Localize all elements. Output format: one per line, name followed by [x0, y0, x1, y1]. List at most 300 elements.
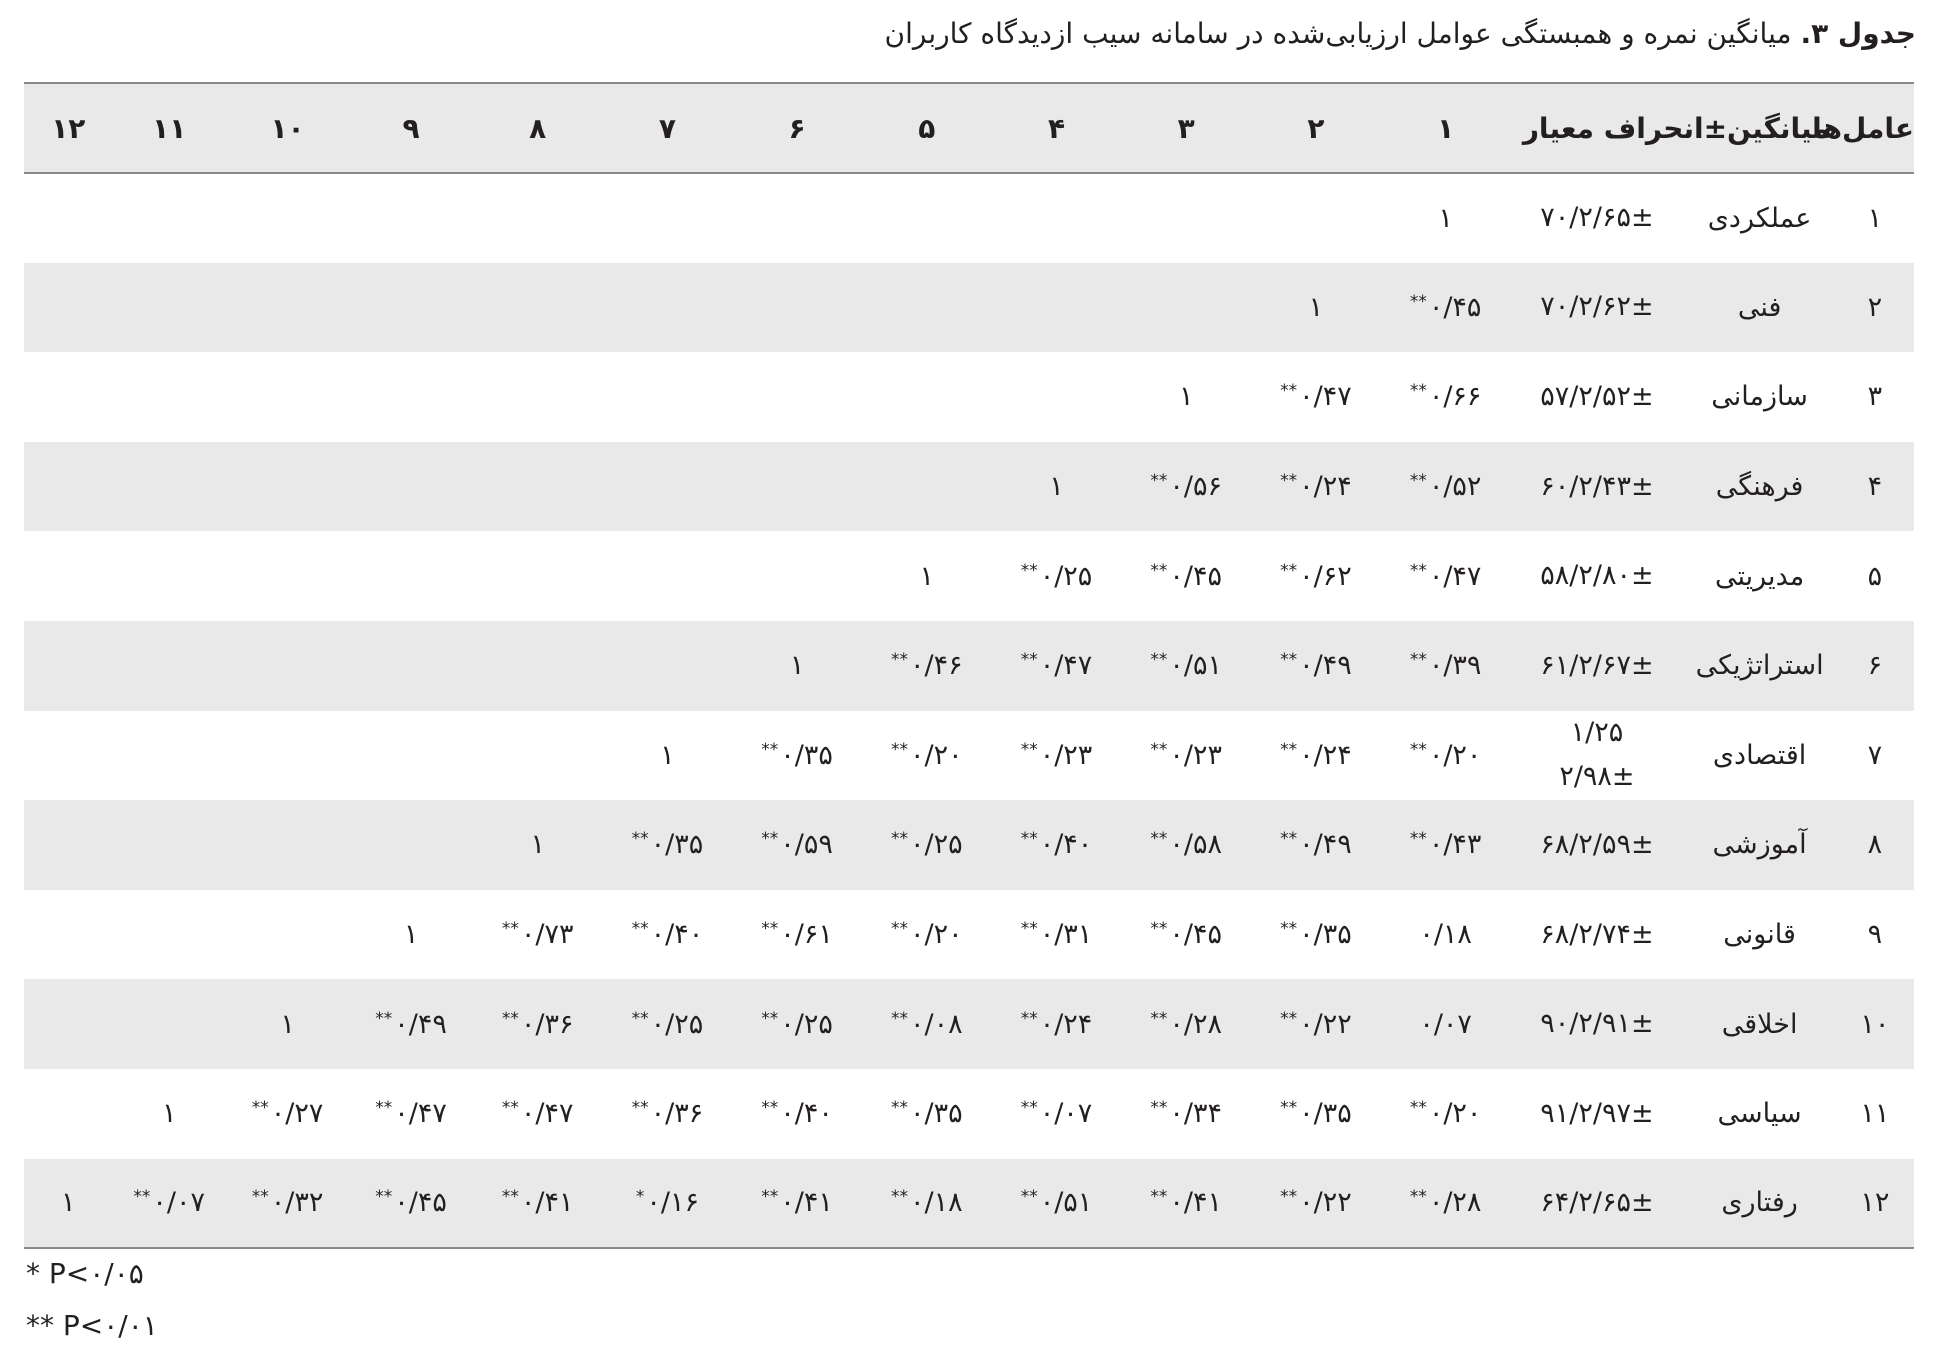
- empty-cell: [349, 442, 473, 532]
- correlation-cell: [862, 711, 992, 801]
- correlation-value: ۰/۲۸: [1169, 1008, 1223, 1040]
- correlation-cell: [24, 1159, 113, 1249]
- mean-sd-value: ۲/۹۸±: [1559, 761, 1635, 793]
- significance-marker: **: [1280, 1187, 1298, 1208]
- correlation-value: ۰/۴۹: [1299, 650, 1352, 682]
- significance-marker: **: [1150, 1187, 1168, 1208]
- header-factors: عامل‌ها: [1812, 111, 1914, 145]
- empty-cell: [24, 531, 113, 621]
- note-p05: * P<۰/۰۵: [26, 1257, 144, 1290]
- factor-name: قانونی: [1723, 919, 1796, 951]
- empty-cell: [113, 711, 226, 801]
- correlation-cell: [603, 1069, 733, 1159]
- correlation-cell: [1381, 1159, 1511, 1249]
- significance-marker: **: [1409, 1098, 1427, 1119]
- correlation-value: ۰/۴۵: [1169, 919, 1223, 951]
- header-col-8: ۸: [529, 111, 547, 145]
- correlation-value: ۰/۲۰: [1428, 1098, 1482, 1130]
- mean-sd-value: ۲/۷۴±/۶۸: [1540, 918, 1654, 950]
- correlation-value: ۰/۴۹: [394, 1008, 447, 1040]
- correlation-cell: [1251, 531, 1381, 621]
- correlation-value: ۰/۴۹: [1299, 829, 1352, 861]
- correlation-value: ۰/۶۱: [780, 919, 833, 951]
- empty-cell: [1121, 173, 1251, 263]
- mean-sd-cell: [1510, 890, 1683, 980]
- mean-sd-value: ۲/۹۷±/۹۱: [1540, 1097, 1654, 1129]
- mean-sd-cell: [1510, 531, 1683, 621]
- correlation-value: ۰/۳۵: [1299, 1098, 1352, 1130]
- correlation-cell: [473, 979, 603, 1069]
- correlation-cell: [473, 1069, 603, 1159]
- significance-marker: **: [1409, 381, 1427, 402]
- correlation-value: ۱: [530, 829, 545, 861]
- empty-cell: [603, 531, 733, 621]
- correlation-value: ۱: [789, 650, 805, 682]
- significance-marker: **: [761, 919, 779, 940]
- correlation-cell: [1381, 173, 1511, 263]
- correlation-cell: [349, 1159, 473, 1249]
- significance-marker: **: [1020, 829, 1038, 850]
- mean-sd-value: ۲/۴۳±/۶۰: [1540, 470, 1654, 502]
- significance-marker: **: [1280, 829, 1298, 850]
- significance-marker: **: [375, 1008, 393, 1029]
- correlation-cell: [1121, 979, 1251, 1069]
- significance-marker: **: [1150, 919, 1168, 940]
- correlation-cell: [603, 1159, 733, 1249]
- empty-cell: [992, 173, 1122, 263]
- table-caption: [885, 6, 1916, 62]
- empty-cell: [226, 531, 350, 621]
- empty-cell: [24, 621, 113, 711]
- mean-sd-value: ۲/۶۵±/۷۰: [1540, 202, 1654, 234]
- correlation-cell: [1121, 711, 1251, 801]
- significance-marker: **: [1020, 560, 1038, 581]
- mean-sd-value: ۲/۸۰±/۵۸: [1540, 560, 1654, 592]
- empty-cell: [113, 531, 226, 621]
- empty-cell: [603, 173, 733, 263]
- correlation-cell: [862, 1159, 992, 1249]
- table-row: [24, 263, 1914, 353]
- significance-marker: **: [1280, 650, 1298, 671]
- significance-marker: **: [1409, 291, 1427, 312]
- row-number: ۱۲: [1860, 1187, 1890, 1219]
- factor-name: رفتاری: [1721, 1187, 1798, 1219]
- correlation-value: ۰/۰۸: [910, 1008, 963, 1040]
- correlation-value: ۰/۴۱: [1169, 1187, 1223, 1219]
- correlation-cell: [1251, 621, 1381, 711]
- correlation-cell: [603, 890, 733, 980]
- empty-cell: [603, 621, 733, 711]
- correlation-value: ۰/۳۴: [1169, 1098, 1223, 1130]
- row-number: ۱: [1867, 202, 1883, 234]
- significance-marker: **: [1020, 919, 1038, 940]
- table-row: [24, 352, 1914, 442]
- correlation-cell: [992, 531, 1122, 621]
- significance-marker: **: [375, 1098, 393, 1119]
- correlation-cell: [732, 800, 862, 890]
- row-number: ۱۱: [1860, 1098, 1890, 1130]
- empty-cell: [1121, 263, 1251, 353]
- empty-cell: [24, 442, 113, 532]
- correlation-cell: [1121, 621, 1251, 711]
- row-number: ۳: [1867, 381, 1883, 413]
- correlation-value: ۰/۴۰: [650, 919, 704, 951]
- significance-marker: **: [1150, 1098, 1168, 1119]
- correlation-value: ۰/۷۳: [520, 919, 574, 951]
- correlation-value: ۰/۴۷: [1428, 560, 1482, 592]
- correlation-value: ۱: [1178, 381, 1194, 413]
- mean-sd-value: ۱/۲۵: [1570, 717, 1624, 749]
- significance-marker: **: [1280, 381, 1298, 402]
- correlation-cell: [603, 800, 733, 890]
- correlation-value: ۰/۳۱: [1039, 919, 1093, 951]
- correlation-value: ۰/۰۷: [1039, 1098, 1093, 1130]
- empty-cell: [349, 531, 473, 621]
- correlation-value: ۰/۱۸: [1419, 919, 1472, 951]
- correlation-value: ۰/۲۲: [1299, 1008, 1352, 1040]
- empty-cell: [24, 711, 113, 801]
- factor-name: آموزشی: [1712, 829, 1807, 861]
- empty-cell: [226, 711, 350, 801]
- correlation-value: ۰/۴۰: [780, 1098, 833, 1130]
- significance-marker: **: [1150, 829, 1168, 850]
- correlation-value: ۰/۶۶: [1428, 381, 1482, 413]
- header-col-2: ۲: [1307, 111, 1325, 145]
- correlation-value: ۰/۲۴: [1039, 1008, 1093, 1040]
- header-col-9: ۹: [402, 111, 420, 145]
- empty-cell: [113, 800, 226, 890]
- table-row: [24, 979, 1914, 1069]
- significance-marker: **: [1280, 739, 1298, 760]
- table-caption-text: میانگین نمره و همبستگی عوامل ارزیابی‌شده در سامانه سیب ازدیدگاه کاربران: [884, 17, 1801, 50]
- table-body: [24, 173, 1914, 1248]
- empty-cell: [24, 979, 113, 1069]
- empty-cell: [226, 890, 350, 980]
- mean-sd-value: ۲/۵۹±/۶۸: [1540, 828, 1654, 860]
- factor-name: سازمانی: [1711, 381, 1808, 413]
- header-mean-sd: میانگین±انحراف معیار: [1522, 111, 1830, 145]
- header-col-1: ۱: [1437, 111, 1455, 145]
- correlation-cell: [1381, 352, 1511, 442]
- empty-cell: [24, 173, 113, 263]
- empty-cell: [732, 531, 862, 621]
- mean-sd-cell: [1510, 1069, 1683, 1159]
- row-number: ۲: [1867, 291, 1883, 323]
- correlation-cell: [992, 621, 1122, 711]
- mean-sd-cell: [1510, 442, 1683, 532]
- empty-cell: [24, 352, 113, 442]
- significance-marker: **: [1020, 650, 1038, 671]
- mean-sd-cell: [1510, 173, 1683, 263]
- correlation-cell: [1381, 621, 1511, 711]
- correlation-cell: [226, 979, 350, 1069]
- row-number: ۸: [1867, 829, 1883, 861]
- empty-cell: [113, 979, 226, 1069]
- empty-cell: [24, 890, 113, 980]
- factor-name: عملکردی: [1707, 202, 1812, 234]
- empty-cell: [862, 263, 992, 353]
- significance-marker: **: [375, 1187, 393, 1208]
- correlation-value: ۰/۴۵: [1428, 291, 1482, 323]
- correlation-cell: [1121, 1159, 1251, 1249]
- empty-cell: [24, 263, 113, 353]
- correlation-cell: [1251, 1069, 1381, 1159]
- empty-cell: [349, 352, 473, 442]
- empty-cell: [862, 442, 992, 532]
- row-number: ۷: [1867, 739, 1883, 771]
- correlation-cell: [1251, 979, 1381, 1069]
- empty-cell: [113, 173, 226, 263]
- significance-marker: **: [891, 1008, 908, 1029]
- correlation-value: ۰/۴۱: [780, 1187, 833, 1219]
- table-row: [24, 531, 1914, 621]
- correlation-value: ۰/۲۰: [1428, 739, 1482, 771]
- correlation-cell: [1381, 800, 1511, 890]
- correlation-cell: [732, 1159, 862, 1249]
- correlation-cell: [1121, 1069, 1251, 1159]
- significance-marker: **: [891, 739, 908, 760]
- correlation-value: ۰/۳۲: [270, 1187, 324, 1219]
- correlation-value: ۰/۵۶: [1169, 471, 1223, 503]
- correlation-cell: [1251, 1159, 1381, 1249]
- significance-marker: **: [1409, 650, 1427, 671]
- table-caption-label: جدول ۳.: [1800, 17, 1916, 50]
- significance-marker: **: [1150, 471, 1168, 492]
- correlation-value: ۱: [161, 1098, 177, 1130]
- correlation-value: ۰/۴۳: [1428, 829, 1482, 861]
- table-row: [24, 1159, 1914, 1249]
- correlation-cell: [1121, 352, 1251, 442]
- correlation-cell: [992, 979, 1122, 1069]
- significance-marker: **: [631, 829, 649, 850]
- empty-cell: [473, 442, 603, 532]
- empty-cell: [1251, 173, 1381, 263]
- correlation-value: ۰/۴۰: [1039, 829, 1093, 861]
- mean-sd-value: ۲/۶۵±/۶۴: [1540, 1186, 1654, 1218]
- significance-marker: **: [761, 1187, 779, 1208]
- correlation-value: ۰/۲۵: [910, 829, 963, 861]
- correlation-value: ۰/۲۲: [1299, 1187, 1352, 1219]
- correlation-value: ۰/۲۴: [1299, 471, 1352, 503]
- row-number: ۴: [1867, 471, 1883, 503]
- factor-name: اخلاقی: [1721, 1008, 1798, 1040]
- significance-marker: **: [631, 1098, 649, 1119]
- correlation-value: ۰/۲۳: [1169, 739, 1223, 771]
- correlation-value: ۰/۲۸: [1428, 1187, 1482, 1219]
- significance-marker: **: [891, 650, 908, 671]
- significance-marker: **: [1280, 1008, 1298, 1029]
- correlation-value: ۰/۴۷: [1299, 381, 1352, 413]
- correlation-value: ۰/۴۷: [520, 1098, 574, 1130]
- empty-cell: [226, 173, 350, 263]
- correlation-value: ۰/۵۹: [780, 829, 833, 861]
- correlation-value: ۰/۳۶: [520, 1008, 574, 1040]
- significance-marker: **: [761, 1008, 779, 1029]
- correlation-cell: [1381, 1069, 1511, 1159]
- correlation-value: ۰/۵۱: [1169, 650, 1223, 682]
- correlation-value: ۰/۳۵: [1299, 919, 1352, 951]
- empty-cell: [349, 621, 473, 711]
- correlation-cell: [1251, 800, 1381, 890]
- correlation-cell: [113, 1069, 226, 1159]
- correlation-cell: [992, 1159, 1122, 1249]
- correlation-value: ۱: [919, 560, 935, 592]
- mean-sd-value: ۲/۹۱±/۹۰: [1540, 1008, 1654, 1040]
- empty-cell: [349, 711, 473, 801]
- empty-cell: [226, 621, 350, 711]
- header-col-7: ۷: [658, 111, 676, 145]
- table-row: [24, 173, 1914, 263]
- correlation-value: ۰/۳۹: [1428, 650, 1482, 682]
- header-col-4: ۴: [1047, 111, 1066, 145]
- correlation-cell: [603, 711, 733, 801]
- correlation-value: ۰/۰۷: [1419, 1008, 1472, 1040]
- significance-marker: **: [1150, 739, 1168, 760]
- correlation-value: ۰/۳۵: [910, 1098, 963, 1130]
- table-row: [24, 711, 1914, 801]
- significance-marker: **: [1150, 1008, 1168, 1029]
- correlation-cell: [113, 1159, 226, 1249]
- correlation-value: ۰/۳۵: [650, 829, 704, 861]
- empty-cell: [349, 800, 473, 890]
- correlation-cell: [349, 890, 473, 980]
- header-col-6: ۶: [788, 111, 806, 145]
- significance-marker: **: [501, 1187, 519, 1208]
- correlation-cell: [1121, 890, 1251, 980]
- empty-cell: [473, 711, 603, 801]
- mean-sd-cell: [1510, 979, 1683, 1069]
- significance-marker: **: [1150, 650, 1168, 671]
- factor-name: فرهنگی: [1715, 471, 1804, 503]
- empty-cell: [226, 263, 350, 353]
- correlation-value: ۰/۲۰: [910, 739, 963, 771]
- significance-marker: **: [1409, 739, 1427, 760]
- empty-cell: [473, 352, 603, 442]
- correlation-cell: [1381, 979, 1511, 1069]
- significance-marker: **: [891, 1098, 908, 1119]
- factor-name: فنی: [1737, 291, 1782, 323]
- mean-sd-cell: [1510, 263, 1683, 353]
- correlation-cell: [732, 621, 862, 711]
- correlation-value: ۰/۳۶: [650, 1098, 704, 1130]
- correlation-value: ۱: [1049, 471, 1064, 503]
- correlation-cell: [1121, 442, 1251, 532]
- significance-marker: **: [133, 1187, 151, 1208]
- empty-cell: [349, 263, 473, 353]
- empty-cell: [992, 263, 1122, 353]
- correlation-value: ۰/۲۰: [910, 919, 963, 951]
- significance-marker: **: [1409, 1187, 1427, 1208]
- correlation-cell: [1251, 890, 1381, 980]
- significance-marker: **: [251, 1187, 269, 1208]
- significance-marker: **: [761, 739, 779, 760]
- significance-marker: **: [1020, 1187, 1038, 1208]
- mean-sd-cell: [1510, 352, 1683, 442]
- empty-cell: [473, 531, 603, 621]
- correlation-table: [24, 82, 1914, 1249]
- significance-marker: **: [1150, 560, 1168, 581]
- correlation-value: ۰/۲۵: [650, 1008, 704, 1040]
- empty-cell: [603, 442, 733, 532]
- correlation-cell: [732, 979, 862, 1069]
- factor-name: مدیریتی: [1714, 560, 1805, 592]
- header-col-11: ۱۱: [152, 111, 187, 145]
- empty-cell: [113, 352, 226, 442]
- empty-cell: [732, 263, 862, 353]
- factor-name: اقتصادی: [1712, 739, 1807, 771]
- significance-marker: **: [1409, 560, 1427, 581]
- significance-marker: **: [501, 919, 519, 940]
- correlation-cell: [1381, 711, 1511, 801]
- table-row: [24, 1069, 1914, 1159]
- note-p01: ** P<۰/۰۱: [26, 1309, 158, 1342]
- row-number: ۱۰: [1860, 1008, 1890, 1040]
- correlation-cell: [862, 1069, 992, 1159]
- empty-cell: [226, 800, 350, 890]
- correlation-cell: [862, 531, 992, 621]
- empty-cell: [113, 263, 226, 353]
- correlation-cell: [603, 979, 733, 1069]
- significance-marker: **: [1280, 560, 1298, 581]
- row-number: ۵: [1867, 560, 1883, 592]
- correlation-cell: [992, 890, 1122, 980]
- header-col-3: ۳: [1177, 111, 1195, 145]
- correlation-cell: [349, 1069, 473, 1159]
- correlation-cell: [473, 800, 603, 890]
- correlation-cell: [349, 979, 473, 1069]
- empty-cell: [862, 352, 992, 442]
- correlation-cell: [862, 890, 992, 980]
- table-row: [24, 442, 1914, 532]
- correlation-value: ۰/۱۶: [646, 1187, 699, 1219]
- mean-sd-cell: [1510, 621, 1683, 711]
- significance-marker: **: [891, 1187, 908, 1208]
- correlation-cell: [992, 1069, 1122, 1159]
- correlation-value: ۰/۲۴: [1299, 739, 1352, 771]
- table-row: [24, 621, 1914, 711]
- significance-marker: **: [631, 1008, 649, 1029]
- significance-marker: **: [1409, 829, 1427, 850]
- significance-marker: **: [631, 919, 649, 940]
- correlation-cell: [862, 800, 992, 890]
- significance-marker: **: [1020, 739, 1038, 760]
- correlation-value: ۰/۴۶: [910, 650, 963, 682]
- mean-sd-value: ۲/۶۷±/۶۱: [1540, 649, 1654, 681]
- correlation-cell: [992, 442, 1122, 532]
- mean-sd-cell: [1510, 711, 1683, 801]
- mean-sd-cell: [1510, 1159, 1683, 1249]
- correlation-value: ۰/۲۵: [1039, 560, 1093, 592]
- significance-marker: **: [761, 1098, 779, 1119]
- correlation-cell: [1381, 263, 1511, 353]
- correlation-cell: [1121, 531, 1251, 621]
- significance-marker: **: [891, 829, 908, 850]
- mean-sd-value: ۲/۵۲±/۵۷: [1540, 380, 1654, 412]
- correlation-cell: [1381, 890, 1511, 980]
- factor-name: استراتژیکی: [1695, 650, 1824, 682]
- significance-marker: **: [501, 1098, 519, 1119]
- correlation-cell: [1121, 800, 1251, 890]
- correlation-cell: [1381, 531, 1511, 621]
- correlation-cell: [1251, 263, 1381, 353]
- correlation-value: ۰/۵۸: [1169, 829, 1223, 861]
- empty-cell: [732, 173, 862, 263]
- significance-marker: **: [1280, 1098, 1298, 1119]
- table-notes: [26, 1248, 158, 1352]
- empty-cell: [349, 173, 473, 263]
- correlation-cell: [473, 1159, 603, 1249]
- significance-marker: **: [1280, 919, 1298, 940]
